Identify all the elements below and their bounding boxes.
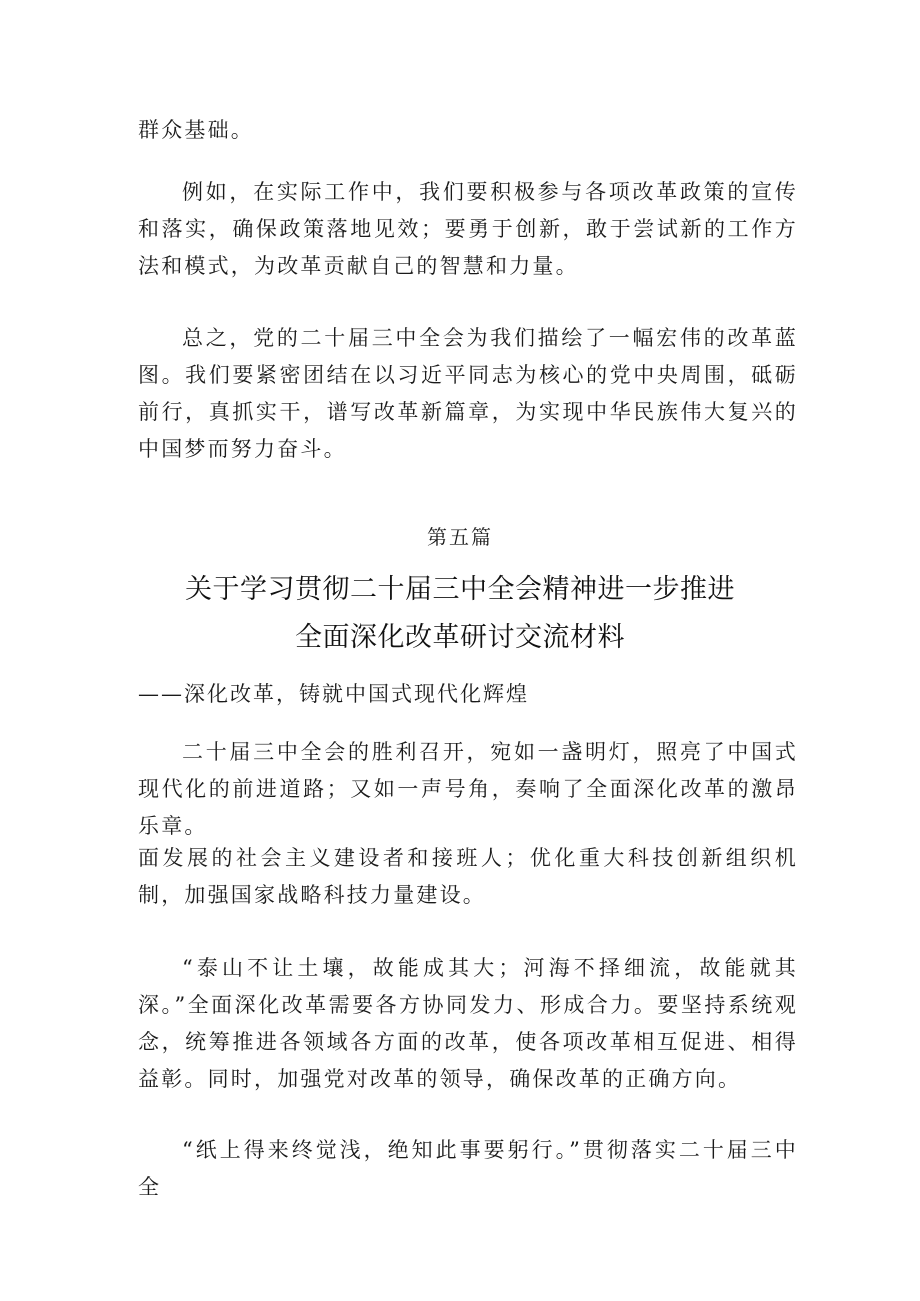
title-line-1: 关于学习贯彻二十届三中全会精神进一步推进 [185, 574, 735, 605]
subtitle: ——深化改革，铸就中国式现代化辉煌 [138, 682, 529, 706]
paragraph-5: 面发展的社会主义建设者和接班人；优化重大科技创新组织机制，加强国家战略科技力量建设。 [138, 846, 798, 907]
paragraph-3: 总之，党的二十届三中全会为我们描绘了一幅宏伟的改革蓝图。我们要紧密团结在以习近平同志为核心的党中央周围，砥砺前行，真抓实干，谱写改革新篇章，为实现中华民族伟大复兴的中国梦而努力奋斗。 [138, 326, 798, 461]
title-line-2: 全面深化改革研讨交流材料 [295, 622, 625, 653]
paragraph-2: 例如，在实际工作中，我们要积极参与各项改革政策的宣传和落实，确保政策落地见效；要勇于创新，敢于尝试新的工作方法和模式，为改革贡献自己的智慧和力量。 [138, 180, 798, 278]
paragraph-4: 二十届三中全会的胜利召开，宛如一盏明灯，照亮了中国式现代化的前进道路；又如一声号角，奏响了全面深化改革的激昂乐章。 [138, 740, 798, 838]
paragraph-1: 群众基础。 [138, 118, 254, 142]
section-label: 第五篇 [427, 525, 493, 549]
paragraph-6: “泰山不让土壤，故能成其大；河海不择细流，故能就其深。”全面深化改革需要各方协同发力、形成合力。要坚持系统观念，统筹推进各领域各方面的改革，使各项改革相互促进、相得益彰。同时，加强党对改革的领导，确保改革的正确方向。 [138, 956, 798, 1091]
paragraph-7: “纸上得来终觉浅，绝知此事要躬行。”贯彻落实二十届三中全 [138, 1138, 798, 1199]
